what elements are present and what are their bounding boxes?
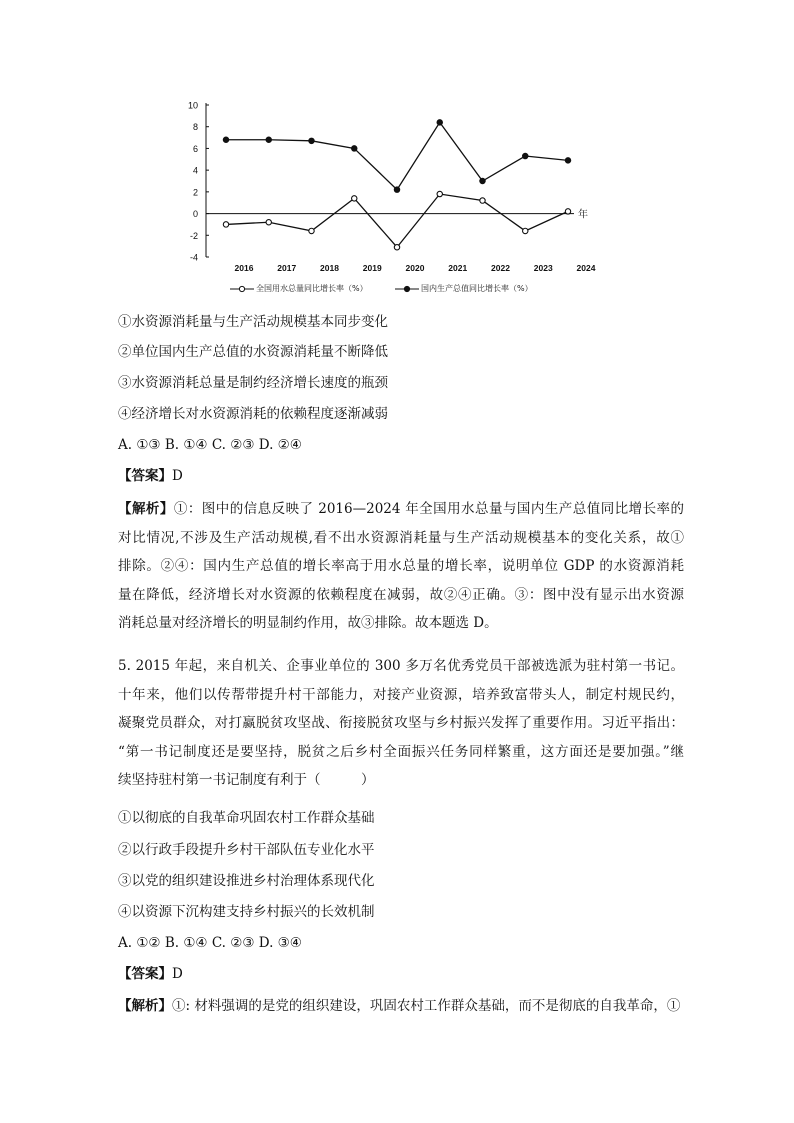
q4-analysis-label: 【解析】 <box>118 501 174 517</box>
y-tick-label: 2 <box>192 187 198 198</box>
legend-item-gdp <box>395 283 533 294</box>
x-tick-labels <box>235 263 596 273</box>
open-circle-line-icon <box>230 285 254 293</box>
water-growth-point <box>523 228 528 233</box>
line-chart <box>170 95 610 305</box>
water-growth-point <box>223 222 228 227</box>
q5-option-1: ①以彻底的自我革命巩固农村工作群众基础 <box>118 810 375 826</box>
q4-analysis-line-5: 消耗总量对经济增长的明显制约作用，故③排除。故本题选 D。 <box>118 615 498 631</box>
gdp-growth-point <box>223 137 228 142</box>
x-tick-label: 2021 <box>448 263 468 273</box>
q4-analysis-line-2: 对比情况,不涉及生产活动规模,看不出水资源消耗量与生产活动规模基本的变化关系，故① <box>118 529 684 546</box>
q5-answer-label: 【答案】 <box>118 966 172 982</box>
q5-option-3: ③以党的组织建设推进乡村治理体系现代化 <box>118 873 375 889</box>
q4-analysis <box>118 495 684 638</box>
q5-stem-line-1: 5. 2015 年起，来自机关、企事业单位的 300 多万名优秀党员干部被选派为驻村第一书记。 <box>118 658 684 674</box>
q5-stem-line-3: 凝聚党员群众，对打赢脱贫攻坚战、衔接脱贫攻坚与乡村振兴发挥了重要作用。习近平指出： <box>118 715 684 731</box>
y-tick-label: 10 <box>187 100 198 111</box>
x-tick-label: 2023 <box>533 263 553 273</box>
gdp-growth-point <box>523 153 528 158</box>
q4-answer-label: 【答案】 <box>118 468 172 484</box>
q4-option-2: ②单位国内生产总值的水资源消耗量不断降低 <box>118 344 388 360</box>
water-growth-point <box>266 220 271 225</box>
q4-answer <box>118 466 183 486</box>
x-tick-label: 2018 <box>320 263 339 273</box>
x-tick-label: 2017 <box>277 263 297 273</box>
water-growth-line <box>226 194 568 247</box>
water-growth-point <box>480 198 485 203</box>
chart-legend <box>230 283 630 299</box>
q4-analysis-line-4: 量在降低，经济增长对水资源的依赖程度在减弱，故②④正确。③：图中没有显示出水资源 <box>118 586 684 603</box>
y-tick-label: 8 <box>192 122 198 133</box>
q5-stem-line-2: 十年来，他们以传帮带提升村干部能力，对接产业资源，培养致富带头人，制定村规民约， <box>118 686 684 703</box>
q5-analysis-label: 【解析】 <box>118 998 172 1014</box>
q4-choices: A. ①③ B. ①④ C. ②③ D. ②④ <box>118 437 302 453</box>
gdp-growth-point <box>437 120 442 125</box>
q4-answer-value: D <box>172 468 183 484</box>
gdp-growth-line <box>226 122 568 189</box>
y-tick-label: 6 <box>192 143 198 154</box>
x-axis-unit-label: 年 <box>578 209 588 221</box>
gdp-growth-point <box>266 137 271 142</box>
legend-label-gdp: 国内生产总值同比增长率（%） <box>421 284 533 293</box>
x-tick-label: 2022 <box>491 263 510 273</box>
chart-series <box>223 120 570 250</box>
y-tick-label: 0 <box>192 209 198 220</box>
filled-circle-line-icon <box>395 285 419 293</box>
q5-stem <box>118 652 684 795</box>
q4-option-1: ①水资源消耗量与生产活动规模基本同步变化 <box>118 314 388 330</box>
y-tick-label: -4 <box>189 252 198 263</box>
x-tick-label: 2019 <box>362 263 382 273</box>
q4-analysis-line-3: 排除。②④：国内生产总值的增长率高于用水总量的增长率，说明单位 GDP 的水资源消耗 <box>118 558 684 574</box>
y-tick-label: -2 <box>189 230 198 241</box>
q4-analysis-line-1: ①：图中的信息反映了 2016—2024 年全国用水总量与国内生产总值同比增长率的 <box>173 501 685 517</box>
gdp-growth-point <box>394 187 399 192</box>
q5-analysis-first-line: ①: 材料强调的是党的组织建设，巩固农村工作群众基础，而不是彻底的自我革命，① <box>172 998 681 1014</box>
x-tick-label: 2024 <box>576 263 596 273</box>
water-growth-point <box>309 228 314 233</box>
gdp-growth-point <box>309 138 314 143</box>
q4-option-4: ④经济增长对水资源消耗的依赖程度逐渐减弱 <box>118 406 388 422</box>
q5-answer-value: D <box>172 966 183 982</box>
q5-option-2: ②以行政手段提升乡村干部队伍专业化水平 <box>118 842 375 858</box>
legend-label-water: 全国用水总量同比增长率（%） <box>256 284 368 293</box>
q5-option-4: ④以资源下沉构建支持乡村振兴的长效机制 <box>118 904 375 920</box>
gdp-growth-point <box>480 178 485 183</box>
y-tick-label: 4 <box>192 165 198 176</box>
water-growth-point <box>565 209 570 214</box>
gdp-growth-point <box>565 158 570 163</box>
x-tick-label: 2016 <box>234 263 254 273</box>
water-growth-point <box>352 196 357 201</box>
q5-stem-line-4: “第一书记制度还是要坚持，脱贫之后乡村全面振兴任务同样繁重，这方面还是要加强。”继 <box>118 743 684 760</box>
x-tick-label: 2020 <box>405 263 425 273</box>
q5-analysis <box>118 996 680 1016</box>
q5-choices: A. ①② B. ①④ C. ②③ D. ③④ <box>118 935 302 951</box>
chart-axes <box>206 103 588 257</box>
legend-item-water <box>230 283 368 294</box>
gdp-growth-point <box>352 146 357 151</box>
q4-option-3: ③水资源消耗总量是制约经济增长速度的瓶颈 <box>118 375 388 391</box>
q5-answer <box>118 964 183 984</box>
water-growth-point <box>437 191 442 196</box>
water-growth-point <box>394 245 399 250</box>
q5-stem-line-5: 续坚持驻村第一书记制度有利于（ ） <box>118 772 375 788</box>
